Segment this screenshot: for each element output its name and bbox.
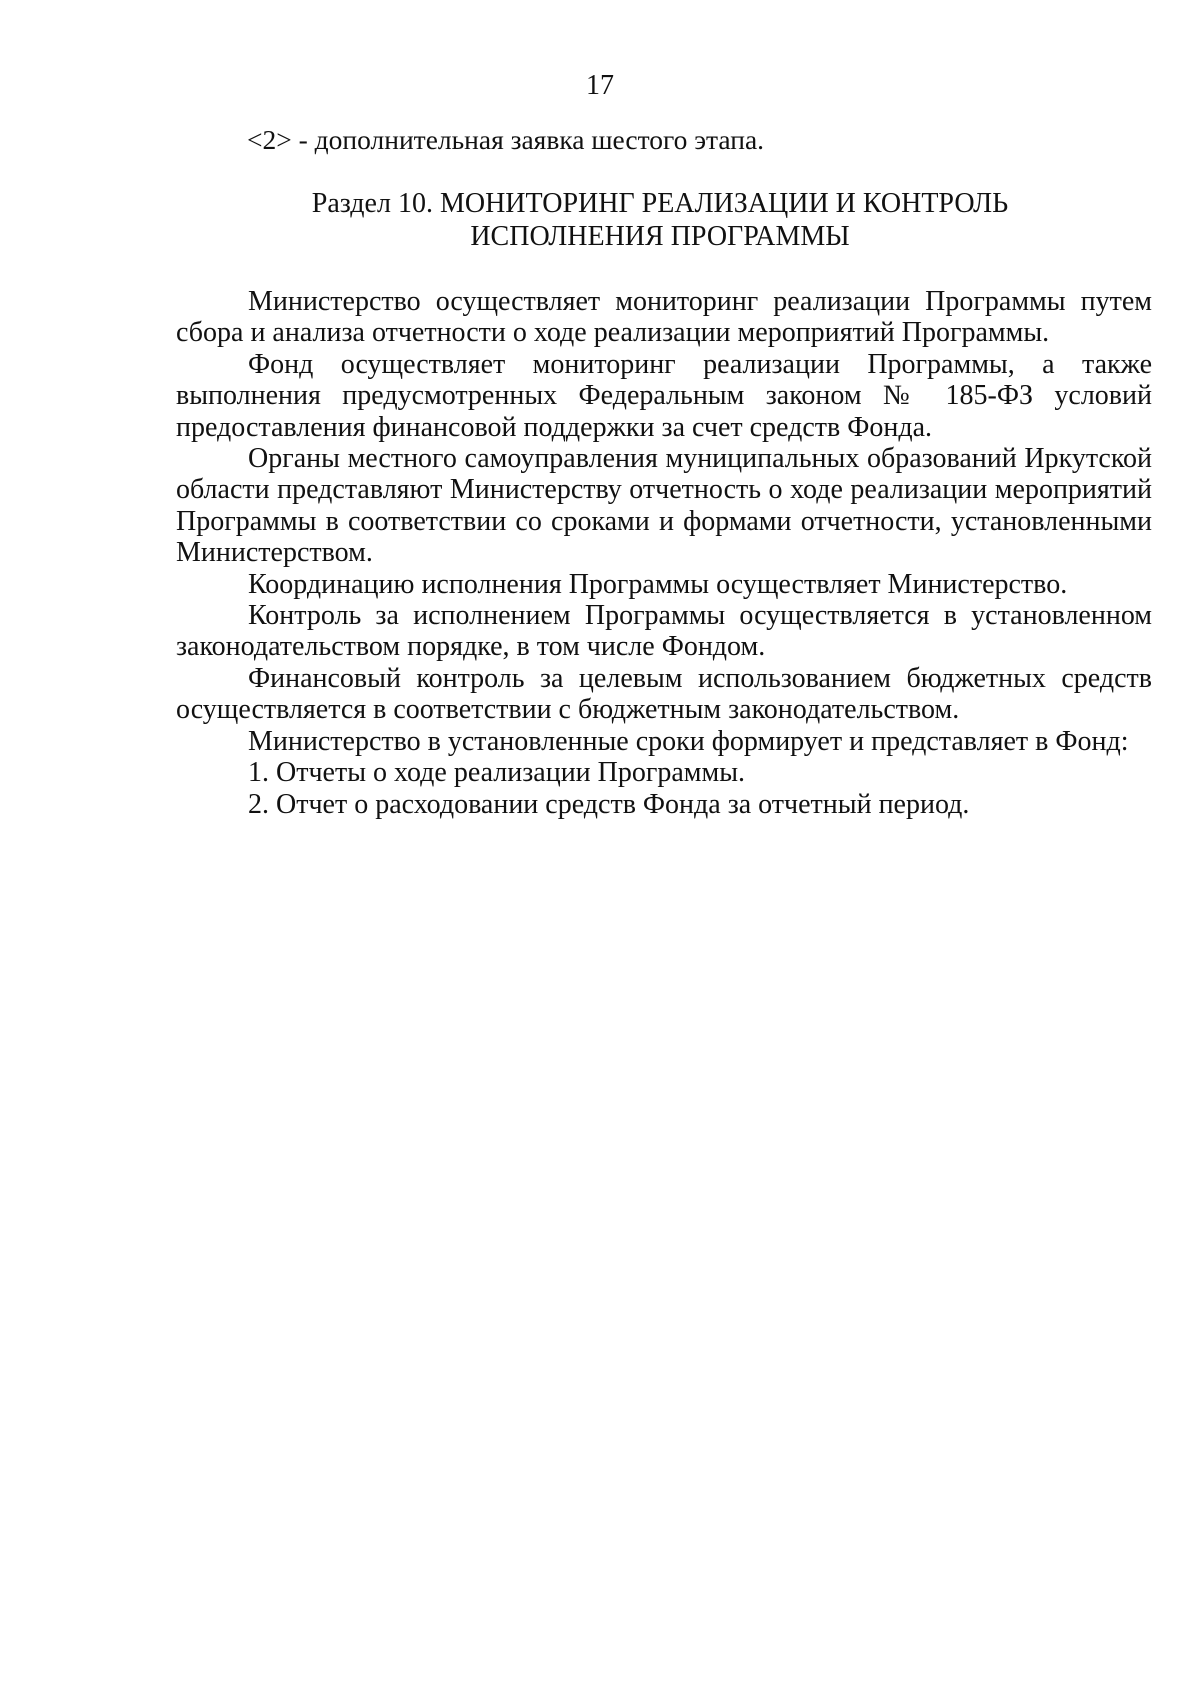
paragraph-local-authorities: Органы местного самоуправления муниципальных образований Иркутской области представляют Министерству отчетность о ходе реализации мероприятий Программы в соответствии со сроками и формами отчетности, установленными Министерством.: [176, 443, 1152, 569]
section-body: [176, 286, 1152, 820]
list-item: 2. Отчет о расходовании средств Фонда за отчетный период.: [248, 788, 970, 820]
paragraph-coordination: Координацию исполнения Программы осуществляет Министерство.: [248, 568, 1068, 600]
section-heading: [170, 187, 1150, 253]
paragraph-monitoring-fund: Фонд осуществляет мониторинг реализации Программы, а также выполнения предусмотренных Федеральным законом № 185-ФЗ условий предоставления финансовой поддержки за счет средств Фонда.: [176, 348, 1152, 443]
page-number: 17: [586, 70, 614, 101]
paragraph-financial-control: Финансовый контроль за целевым использованием бюджетных средств осуществляется в соответствии с бюджетным законодательством.: [176, 662, 1152, 726]
section-heading-line-2: ИСПОЛНЕНИЯ ПРОГРАММЫ: [470, 221, 850, 252]
section-heading-line-1: Раздел 10. МОНИТОРИНГ РЕАЛИЗАЦИИ И КОНТРОЛЬ: [311, 188, 1009, 219]
list-item: 1. Отчеты о ходе реализации Программы.: [248, 757, 746, 789]
paragraph-monitoring-ministry: Министерство осуществляет мониторинг реализации Программы путем сбора и анализа отчетности о ходе реализации мероприятий Программы.: [176, 286, 1152, 349]
paragraph-control: Контроль за исполнением Программы осуществляется в установленном законодательством порядке, в том числе Фондом.: [176, 600, 1152, 663]
footnote: <2> - дополнительная заявка шестого этапа.: [247, 124, 765, 155]
report-list: [176, 757, 1152, 820]
paragraph-reporting: Министерство в установленные сроки формирует и представляет в Фонд:: [248, 725, 1129, 757]
